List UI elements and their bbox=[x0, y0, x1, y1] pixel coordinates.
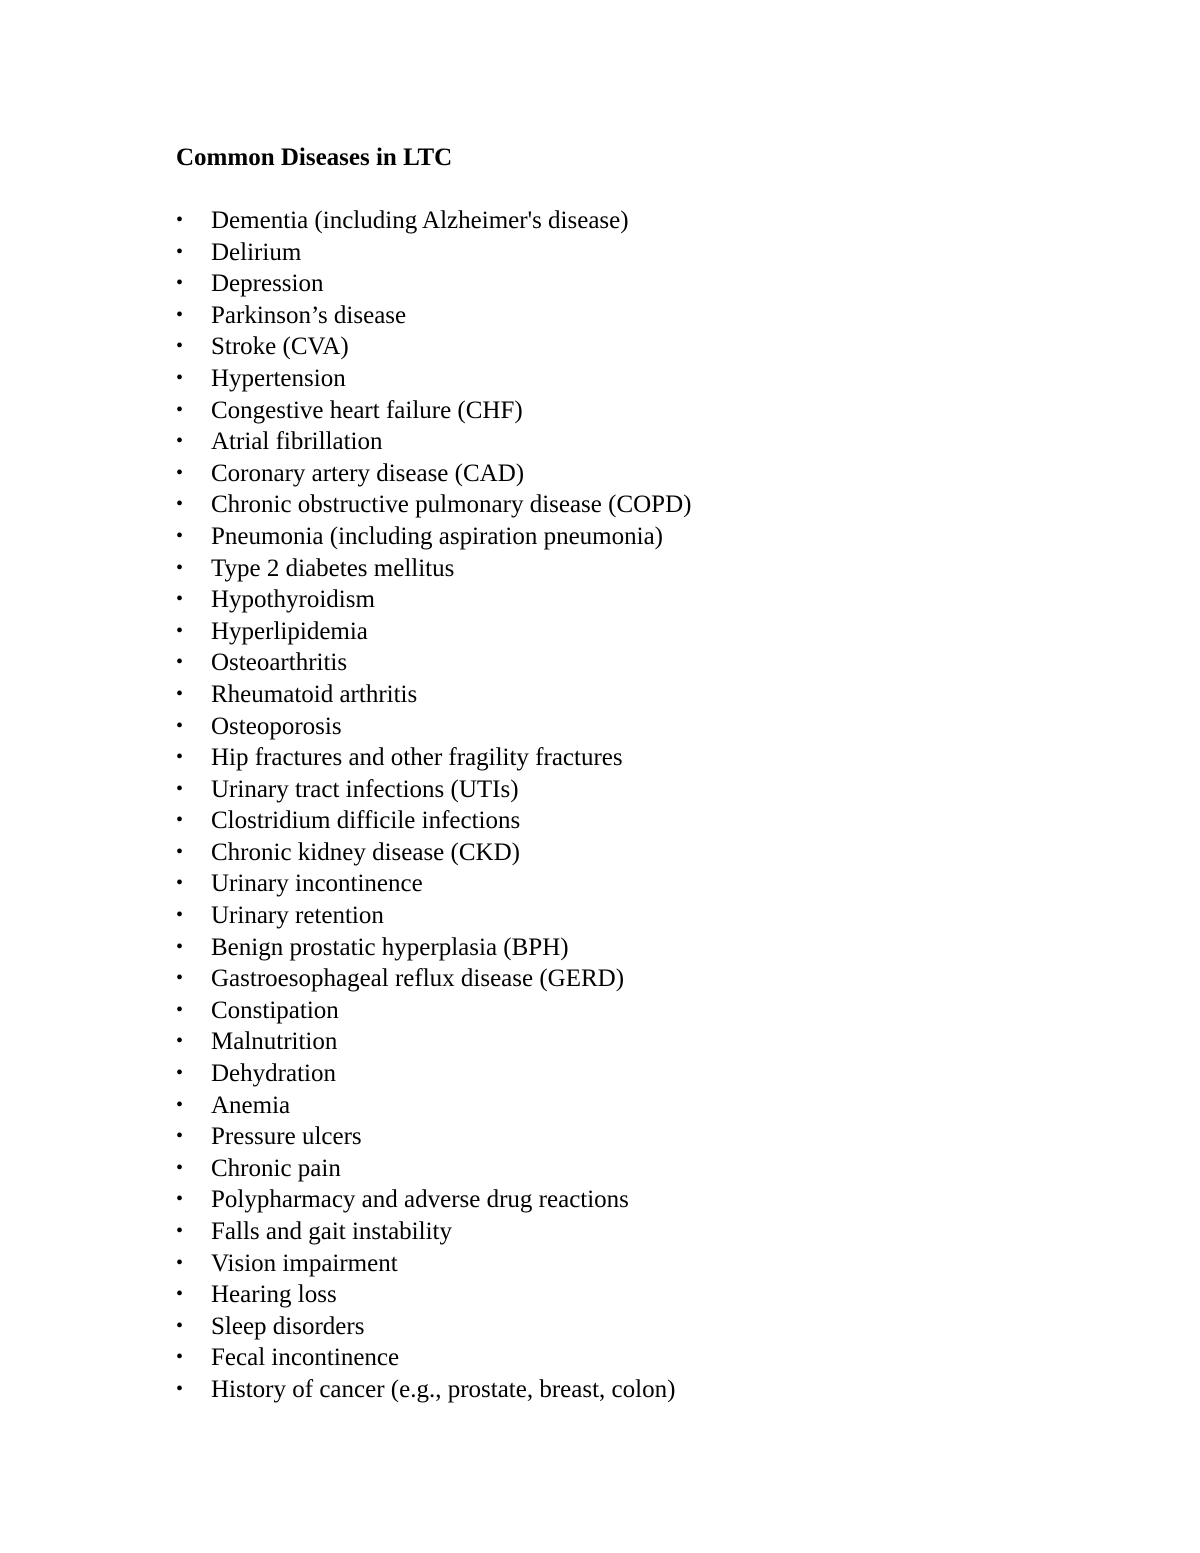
list-item-text: Delirium bbox=[211, 238, 302, 266]
list-item-text: Hearing loss bbox=[211, 1281, 337, 1309]
bullet-icon: • bbox=[176, 1377, 184, 1400]
bullet-icon: • bbox=[176, 619, 184, 642]
bullet-icon: • bbox=[176, 430, 184, 453]
list-item-text: Depression bbox=[211, 270, 324, 298]
list-item-text: Pneumonia (including aspiration pneumonia) bbox=[211, 522, 663, 550]
list-item-text: Malnutrition bbox=[211, 1028, 338, 1056]
bullet-icon: • bbox=[176, 809, 184, 832]
bullet-icon: • bbox=[176, 209, 184, 231]
bullet-icon: • bbox=[176, 935, 184, 958]
document-title: Common Diseases in LTC bbox=[176, 144, 453, 171]
list-item-text: Rheumatoid arthritis bbox=[211, 680, 418, 708]
bullet-icon: • bbox=[176, 556, 184, 579]
list-item-text: Dementia (including Alzheimer's disease) bbox=[211, 207, 629, 234]
list-item-text: Osteoarthritis bbox=[211, 649, 348, 677]
bullet-icon: • bbox=[176, 493, 184, 516]
list-item-text: Pressure ulcers bbox=[211, 1123, 362, 1151]
bullet-icon: • bbox=[176, 335, 184, 358]
bullet-icon: • bbox=[176, 840, 184, 863]
bullet-icon: • bbox=[176, 967, 184, 990]
list-item-text: Chronic kidney disease (CKD) bbox=[211, 838, 520, 866]
list-item-text: Hypothyroidism bbox=[211, 586, 375, 614]
bullet-icon: • bbox=[176, 651, 184, 674]
list-item-text: Chronic obstructive pulmonary disease (COPD) bbox=[211, 491, 692, 519]
bullet-icon: • bbox=[176, 461, 184, 484]
list-item-text: Parkinson’s disease bbox=[211, 301, 407, 329]
list-item-text: Hypertension bbox=[211, 364, 346, 392]
list-item-text: Hip fractures and other fragility fractures bbox=[211, 744, 623, 772]
list-item-text: Coronary artery disease (CAD) bbox=[211, 459, 525, 487]
bullet-icon: • bbox=[176, 998, 184, 1021]
bullet-icon: • bbox=[176, 904, 184, 927]
list-item-text: Hyperlipidemia bbox=[211, 617, 368, 645]
bullet-icon: • bbox=[176, 777, 184, 800]
list-item-text: Atrial fibrillation bbox=[211, 428, 383, 456]
list-item-text: Polypharmacy and adverse drug reactions bbox=[211, 1186, 629, 1214]
list-item-text: Clostridium difficile infections bbox=[211, 807, 521, 835]
list-item-text: Chronic pain bbox=[211, 1154, 341, 1182]
list-item-text: Urinary incontinence bbox=[211, 870, 423, 898]
bullet-icon: • bbox=[176, 240, 184, 263]
list-item-text: Type 2 diabetes mellitus bbox=[211, 554, 455, 582]
list-item-text: Anemia bbox=[211, 1091, 291, 1119]
bullet-icon: • bbox=[176, 524, 184, 547]
bullet-icon: • bbox=[176, 872, 184, 895]
list-item-text: History of cancer (e.g., prostate, breast, colon) bbox=[211, 1375, 676, 1403]
list-item-text: Dehydration bbox=[211, 1060, 336, 1088]
list-item-text: Urinary tract infections (UTIs) bbox=[211, 775, 519, 803]
bullet-icon: • bbox=[176, 1030, 184, 1053]
list-item-text: Stroke (CVA) bbox=[211, 333, 349, 361]
list-item-text: Fecal incontinence bbox=[211, 1344, 400, 1372]
list-item-text: Urinary retention bbox=[211, 902, 384, 930]
list-item-text: Sleep disorders bbox=[211, 1312, 365, 1340]
bullet-icon: • bbox=[176, 1062, 184, 1085]
list-item-text: Vision impairment bbox=[211, 1249, 398, 1277]
list-item-text: Congestive heart failure (CHF) bbox=[211, 396, 523, 424]
bullet-icon: • bbox=[176, 1314, 184, 1337]
bullet-icon: • bbox=[176, 682, 184, 705]
bullet-icon: • bbox=[176, 1346, 184, 1369]
bullet-icon: • bbox=[176, 366, 184, 389]
bullet-icon: • bbox=[176, 1188, 184, 1211]
bullet-icon: • bbox=[176, 303, 184, 326]
bullet-icon: • bbox=[176, 588, 184, 611]
list-item-text: Osteoporosis bbox=[211, 712, 342, 740]
bullet-icon: • bbox=[176, 1156, 184, 1179]
bullet-icon: • bbox=[176, 746, 184, 769]
bullet-icon: • bbox=[176, 272, 184, 295]
bullet-icon: • bbox=[176, 1283, 184, 1306]
list-item-text: Falls and gait instability bbox=[211, 1218, 452, 1245]
bullet-icon: • bbox=[176, 714, 184, 737]
list-item-text: Gastroesophageal reflux disease (GERD) bbox=[211, 965, 625, 993]
bullet-icon: • bbox=[176, 398, 184, 421]
list-item-text: Benign prostatic hyperplasia (BPH) bbox=[211, 933, 569, 961]
bullet-icon: • bbox=[176, 1220, 184, 1242]
bullet-icon: • bbox=[176, 1251, 184, 1274]
bullet-icon: • bbox=[176, 1093, 184, 1116]
bullet-icon: • bbox=[176, 1125, 184, 1148]
list-item-text: Constipation bbox=[211, 996, 339, 1024]
